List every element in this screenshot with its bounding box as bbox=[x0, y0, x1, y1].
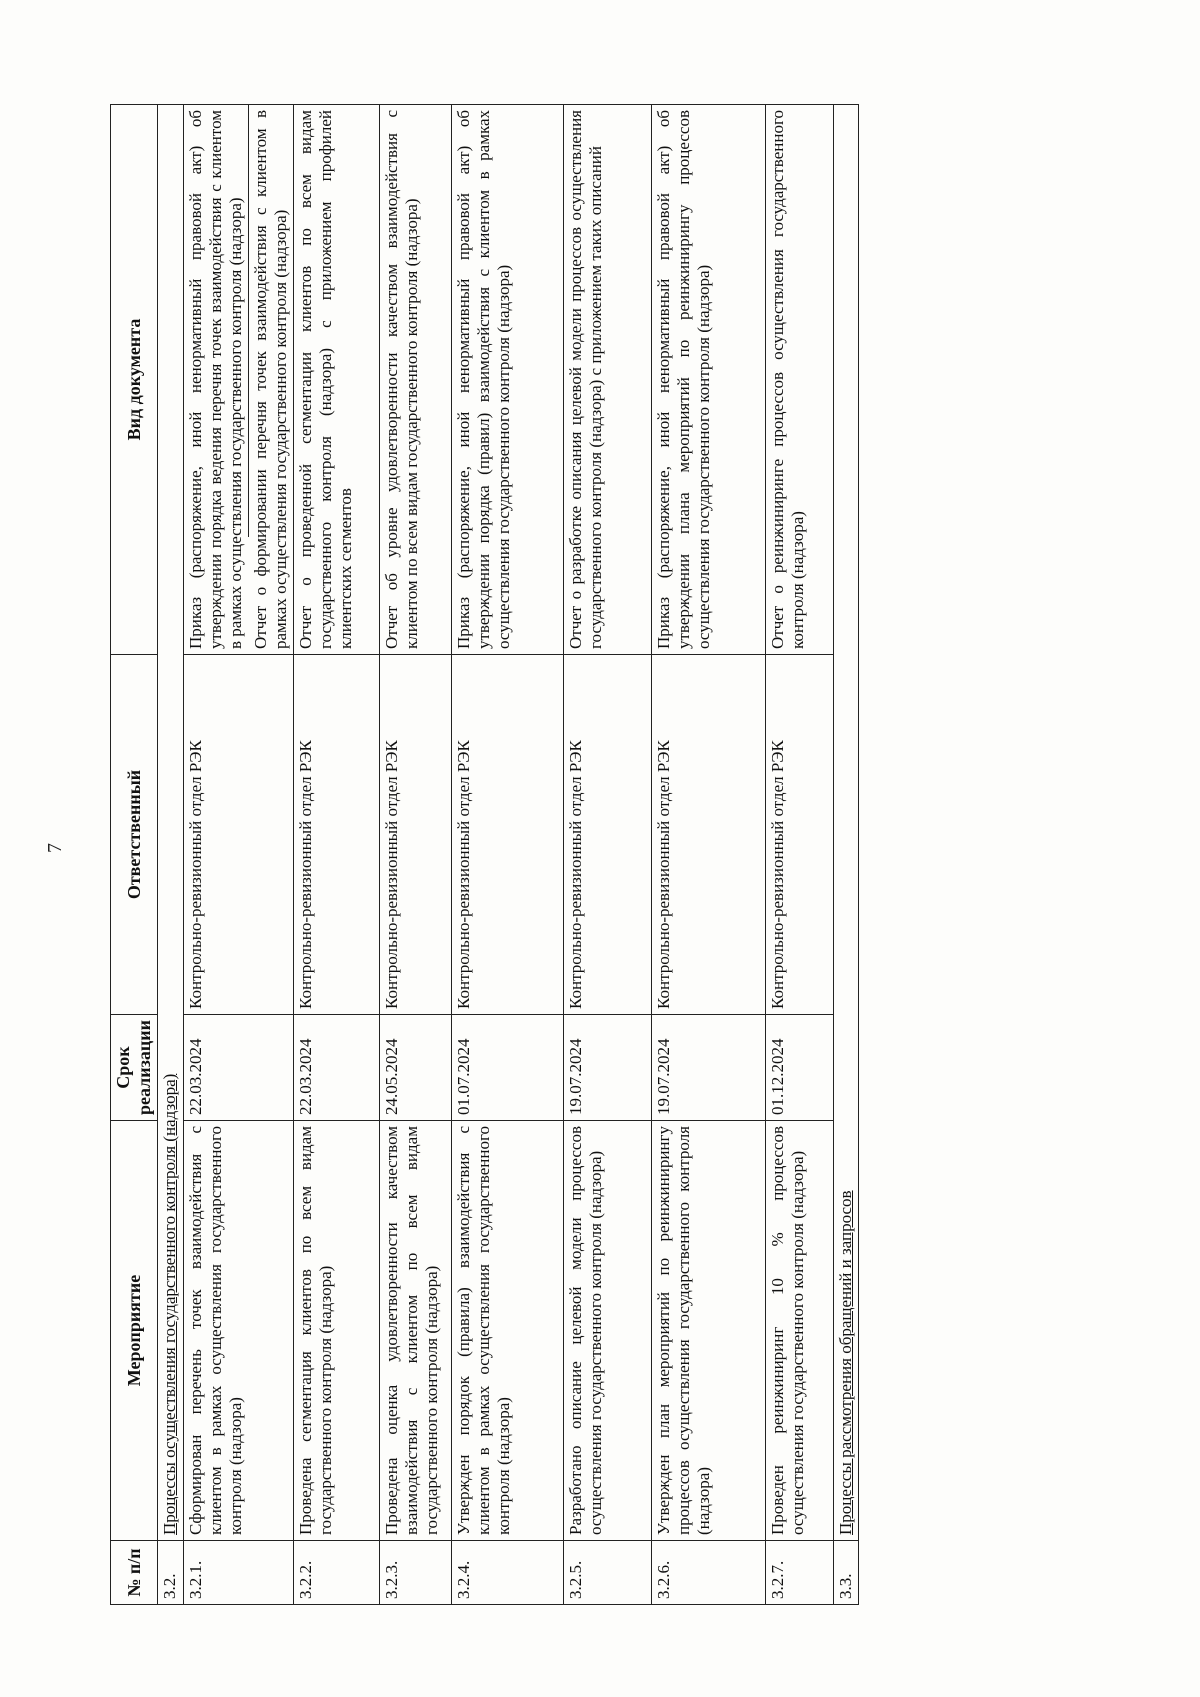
row-doc-type: Отчет о реинжиниринге процессов осуществления государственного контроля (надзора) bbox=[765, 105, 833, 655]
header-num: № п/п bbox=[111, 1541, 158, 1605]
row-num: 3.2.5. bbox=[563, 1541, 651, 1605]
row-doc-type bbox=[183, 105, 293, 655]
row-measure: Проведен реинжиниринг 10 % процессов осуществления государственного контроля (надзора) bbox=[765, 1121, 833, 1541]
table-header-row bbox=[111, 105, 158, 1605]
section-row bbox=[158, 105, 183, 1605]
table-row bbox=[651, 105, 765, 1605]
section-row bbox=[833, 105, 858, 1605]
row-deadline: 22.03.2024 bbox=[293, 1015, 379, 1121]
section-num: 3.2. bbox=[158, 1541, 183, 1605]
section-title: Процессы рассмотрения обращений и запросов bbox=[833, 105, 858, 1541]
row-deadline: 01.12.2024 bbox=[765, 1015, 833, 1121]
row-num: 3.2.4. bbox=[451, 1541, 563, 1605]
rotated-table-area bbox=[110, 105, 1050, 1605]
section-num: 3.3. bbox=[833, 1541, 858, 1605]
section-title: Процессы осуществления государственного контроля (надзора) bbox=[158, 105, 183, 1541]
header-measure: Мероприятие bbox=[111, 1121, 158, 1541]
row-responsible: Контрольно-ревизионный отдел РЭК bbox=[379, 655, 451, 1015]
row-num: 3.2.1. bbox=[183, 1541, 293, 1605]
row-num: 3.2.7. bbox=[765, 1541, 833, 1605]
row-measure: Проведена сегментация клиентов по всем видам государственного контроля (надзора) bbox=[293, 1121, 379, 1541]
page-number: 7 bbox=[44, 843, 66, 853]
row-deadline: 24.05.2024 bbox=[379, 1015, 451, 1121]
row-measure: Утвержден план мероприятий по реинжинирингу процессов осуществления государственного контроля (надзора) bbox=[651, 1121, 765, 1541]
row-responsible: Контрольно-ревизионный отдел РЭК bbox=[183, 655, 293, 1015]
doc-type-divider bbox=[248, 105, 249, 537]
table-row bbox=[765, 105, 833, 1605]
row-responsible: Контрольно-ревизионный отдел РЭК bbox=[451, 655, 563, 1015]
table-row bbox=[293, 105, 379, 1605]
row-num: 3.2.3. bbox=[379, 1541, 451, 1605]
row-deadline: 19.07.2024 bbox=[651, 1015, 765, 1121]
table-row bbox=[451, 105, 563, 1605]
table-row bbox=[379, 105, 451, 1605]
row-doc-type: Отчет о проведенной сегментации клиентов по всем видам государственного контроля (надзора) с приложением профилей клиентских сегментов bbox=[293, 105, 379, 655]
row-responsible: Контрольно-ревизионный отдел РЭК bbox=[293, 655, 379, 1015]
measures-table bbox=[110, 104, 859, 1605]
row-doc-type: Отчет об уровне удовлетворенности качеством взаимодействия с клиентом по всем видам государственного контроля (надзора) bbox=[379, 105, 451, 655]
doc-type-extra: Отчет о формировании перечня точек взаимодействия с клиентом в рамках осуществления государственного контроля (надзора) bbox=[250, 110, 290, 649]
header-deadline: Срок реализации bbox=[111, 1015, 158, 1121]
row-measure: Сформирован перечень точек взаимодействия с клиентом в рамках осуществления государственного контроля (надзора) bbox=[183, 1121, 293, 1541]
header-doc-type: Вид документа bbox=[111, 105, 158, 655]
row-num: 3.2.6. bbox=[651, 1541, 765, 1605]
table-row bbox=[563, 105, 651, 1605]
row-deadline: 19.07.2024 bbox=[563, 1015, 651, 1121]
row-num: 3.2.2. bbox=[293, 1541, 379, 1605]
row-doc-type: Отчет о разработке описания целевой модели процессов осуществления государственного контроля (надзора) с приложением таких описаний bbox=[563, 105, 651, 655]
row-responsible: Контрольно-ревизионный отдел РЭК bbox=[765, 655, 833, 1015]
row-measure: Утвержден порядок (правила) взаимодействия с клиентом в рамках осуществления государственного контроля (надзора) bbox=[451, 1121, 563, 1541]
header-responsible: Ответственный bbox=[111, 655, 158, 1015]
doc-type-main: Приказ (распоряжение, иной ненормативный правовой акт) об утверждении порядка ведения перечня точек взаимодействия с клиентом в рамках осуществления государственного контроля (надзора) bbox=[185, 110, 245, 649]
table-row bbox=[183, 105, 293, 1605]
row-responsible: Контрольно-ревизионный отдел РЭК bbox=[651, 655, 765, 1015]
row-measure: Разработано описание целевой модели процессов осуществления государственного контроля (надзора) bbox=[563, 1121, 651, 1541]
row-deadline: 22.03.2024 bbox=[183, 1015, 293, 1121]
row-doc-type: Приказ (распоряжение, иной ненормативный правовой акт) об утверждении плана мероприятий по реинжинирингу процессов осуществления государственного контроля (надзора) bbox=[651, 105, 765, 655]
row-measure: Проведена оценка удовлетворенности качеством взаимодействия с клиентом по всем видам государственного контроля (надзора) bbox=[379, 1121, 451, 1541]
row-doc-type: Приказ (распоряжение, иной ненормативный правовой акт) об утверждении порядка (правил) взаимодействия с клиентом в рамках осуществления государственного контроля (надзора) bbox=[451, 105, 563, 655]
row-responsible: Контрольно-ревизионный отдел РЭК bbox=[563, 655, 651, 1015]
row-deadline: 01.07.2024 bbox=[451, 1015, 563, 1121]
